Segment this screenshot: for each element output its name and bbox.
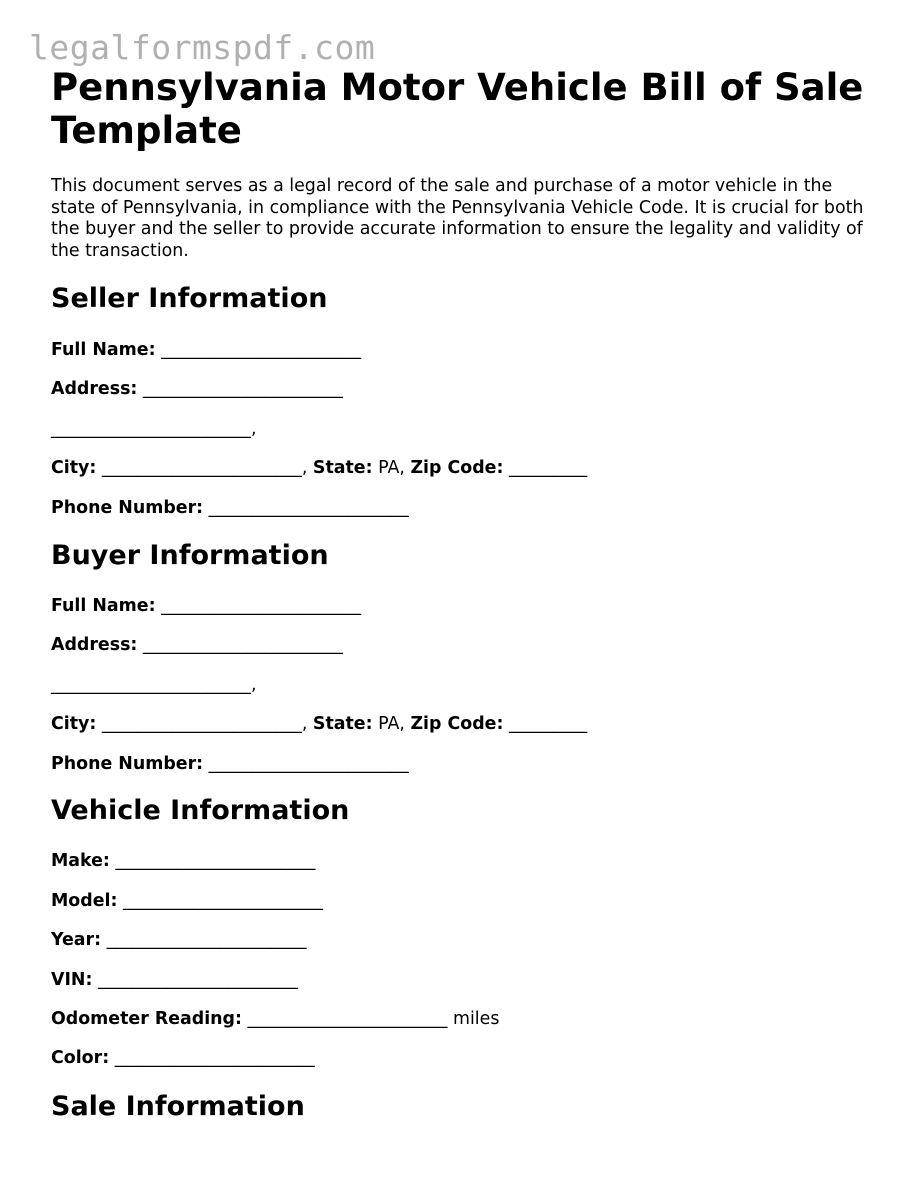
buyer-full-name-label: Full Name:: [51, 596, 156, 616]
vehicle-odometer-unit: miles: [453, 1009, 500, 1029]
vehicle-odometer-blank[interactable]: _______________________: [247, 1009, 448, 1029]
vehicle-model-field: [51, 890, 323, 912]
seller-address-field: [51, 378, 343, 400]
vehicle-make-field: [51, 850, 315, 872]
vehicle-year-blank[interactable]: _______________________: [106, 930, 307, 950]
vehicle-vin-blank[interactable]: _______________________: [97, 970, 298, 990]
buyer-section-heading: Buyer Information: [51, 540, 329, 571]
vehicle-color-field: [51, 1047, 315, 1069]
seller-full-name-blank[interactable]: _______________________: [161, 340, 362, 360]
seller-full-name-field: [51, 339, 361, 361]
buyer-state-label: State:: [312, 714, 373, 734]
vehicle-make-blank[interactable]: _______________________: [115, 851, 316, 871]
buyer-phone-label: Phone Number:: [51, 754, 204, 774]
seller-address-line2-field: _______________________,: [51, 419, 257, 439]
vehicle-color-blank[interactable]: _______________________: [114, 1048, 315, 1068]
seller-state-value: PA: [378, 458, 400, 478]
seller-phone-field: [51, 497, 409, 519]
buyer-zip-label: Zip Code:: [410, 714, 504, 734]
vehicle-vin-field: [51, 969, 298, 991]
vehicle-model-blank[interactable]: _______________________: [122, 891, 323, 911]
vehicle-odometer-field: [51, 1008, 499, 1030]
vehicle-year-field: [51, 929, 307, 951]
buyer-address-blank[interactable]: _______________________: [142, 635, 343, 655]
vehicle-vin-label: VIN:: [51, 970, 93, 990]
document-title: Pennsylvania Motor Vehicle Bill of Sale Template: [51, 66, 864, 152]
seller-address-line2-blank[interactable]: _______________________: [51, 419, 251, 439]
seller-state-label: State:: [312, 458, 373, 478]
seller-zip-blank[interactable]: _________: [508, 458, 588, 478]
buyer-full-name-field: [51, 595, 361, 617]
vehicle-model-label: Model:: [51, 891, 118, 911]
buyer-address-line2-blank[interactable]: _______________________: [51, 675, 251, 695]
buyer-address-label: Address:: [51, 635, 138, 655]
buyer-city-blank[interactable]: _______________________: [101, 714, 302, 734]
seller-address-label: Address:: [51, 379, 138, 399]
buyer-full-name-blank[interactable]: _______________________: [161, 596, 362, 616]
buyer-zip-blank[interactable]: _________: [508, 714, 588, 734]
buyer-state-value: PA: [378, 714, 400, 734]
buyer-city-label: City:: [51, 714, 97, 734]
buyer-city-state-zip-field: City: _______________________, State: PA, Zip Code: _________: [51, 714, 588, 734]
seller-zip-label: Zip Code:: [410, 458, 504, 478]
vehicle-odometer-label: Odometer Reading:: [51, 1009, 242, 1029]
vehicle-color-label: Color:: [51, 1048, 110, 1068]
watermark: legalformspdf.com: [29, 28, 376, 67]
seller-section-heading: Seller Information: [51, 283, 328, 314]
buyer-phone-field: [51, 753, 409, 775]
seller-phone-blank[interactable]: _______________________: [208, 498, 409, 518]
seller-city-blank[interactable]: _______________________: [101, 458, 302, 478]
vehicle-year-label: Year:: [51, 930, 102, 950]
seller-full-name-label: Full Name:: [51, 340, 156, 360]
vehicle-section-heading: Vehicle Information: [51, 795, 350, 826]
intro-paragraph: This document serves as a legal record of the sale and purchase of a motor vehicle in the state of Pennsylvania, in compliance with the Pennsylvania Vehicle Code. It is crucial for both the buyer and the seller to provide accurate information to ensure the legality and validity of the transaction.: [51, 176, 864, 261]
seller-city-label: City:: [51, 458, 97, 478]
seller-city-state-zip-field: City: _______________________, State: PA, Zip Code: _________: [51, 458, 588, 478]
seller-phone-label: Phone Number:: [51, 498, 204, 518]
sale-section-heading: Sale Information: [51, 1091, 305, 1122]
buyer-address-field: [51, 634, 343, 656]
buyer-address-line2-field: _______________________,: [51, 675, 257, 695]
seller-address-blank[interactable]: _______________________: [142, 379, 343, 399]
buyer-phone-blank[interactable]: _______________________: [208, 754, 409, 774]
vehicle-make-label: Make:: [51, 851, 110, 871]
